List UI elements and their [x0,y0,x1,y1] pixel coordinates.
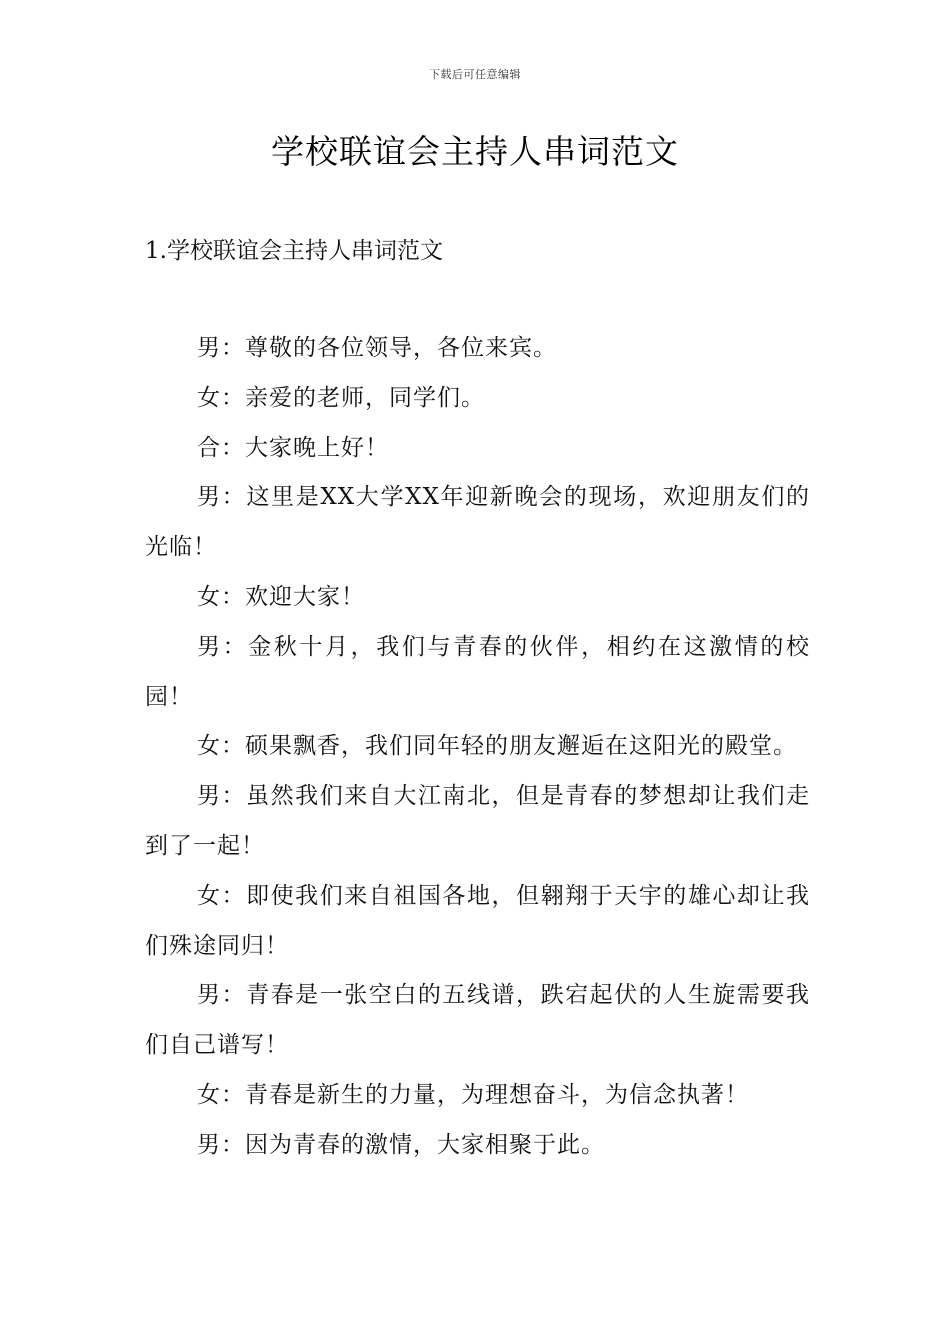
document-title: 学校联谊会主持人串词范文 [271,132,679,171]
paragraph: 女：硕果飘香，我们同年轻的朋友邂逅在这阳光的殿堂。 [197,733,797,760]
header-note: 下载后可任意编辑 [429,68,521,81]
paragraph: 女：青春是新生的力量，为理想奋斗，为信念执著！ [197,1081,749,1108]
paragraph: 女：亲爱的老师，同学们。 [197,384,485,411]
paragraph: 女：欢迎大家！ [197,583,365,610]
paragraph: 男：尊敬的各位领导，各位来宾。 [197,335,557,361]
paragraph: 男：青春是一张空白的五线谱，跌宕起伏的人生旋需要我们自己谱写！ [145,982,810,1059]
paragraph: 女：即使我们来自祖国各地，但翱翔于天宇的雄心却让我们殊途同归！ [145,882,810,959]
section-heading: 1.学校联谊会主持人串词范文 [145,238,443,264]
paragraph: 男：虽然我们来自大江南北，但是青春的梦想却让我们走到了一起！ [145,783,810,859]
paragraph: 男：这里是XX大学XX年迎新晚会的现场，欢迎朋友们的光临！ [145,484,810,561]
body-text [145,324,810,1171]
paragraph: 合：大家晚上好！ [197,434,389,461]
paragraph: 男：因为青春的激情，大家相聚于此。 [197,1131,605,1158]
paragraph: 男：金秋十月，我们与青春的伙伴，相约在这激情的校园！ [145,633,810,710]
